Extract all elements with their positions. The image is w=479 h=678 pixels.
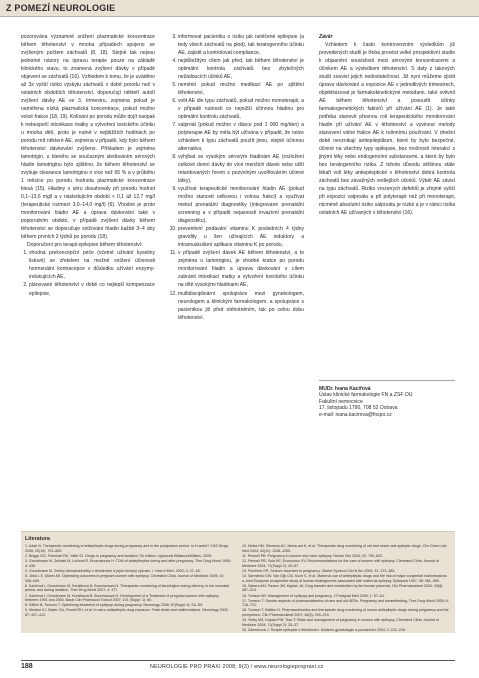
reference-item: 16. Tomson BV. Management of epilepsy and pregnancy. J Postgrad Med 2006; 1: 57–64.	[242, 593, 385, 598]
text-column-2	[170, 33, 304, 322]
footer-divider	[21, 660, 455, 661]
header-divider	[0, 16, 479, 17]
section-heading: Závěr	[319, 34, 333, 40]
list-item: 1. vhodná prekoncepční péče (včetně užívání kyseliny listové) se zřetelem na možné snížení účinnosti hormonální kontracepce v důsledku užívání enzymy-indukujících AE,	[29, 249, 155, 281]
list-item: 7. valproát (pokud možno v dávce pod 1 000 mg/den) a polyterapie AE by měla být užívána v případě, že nelze vzhledem k typu záchvatů použít jinou, stejně účinnou alternativu,	[178, 121, 304, 153]
reference-item: 18. Tomson T, Battino D. Pharmacokinetics and therapeutic drug monitoring of newer antiepileptic drugs during pregnancy and the puerperium. Clin Pharmacokinet 2007; 46(3): 209–219.	[242, 608, 449, 618]
author-affiliation: Ústav klinické farmakologie FN a ZSF OU	[319, 392, 413, 399]
author-address: 17. listopadu 1790, 708 52 Ostrava	[319, 405, 398, 412]
reference-item: 13. Pschirrer ER. Seizure disorders in pregnancy. Obstet Gynecol Clin N Am 2004; 31: 373–384.	[242, 568, 396, 573]
reference-item: 12. Pennell PB, Sole KE, Economou VV. Recommendations for the care of women with epilepsy. Cleveland Clinic Journal of Medicine 2004; 71(Suppl 2): 49–57.	[242, 558, 439, 568]
author-contact	[319, 386, 455, 418]
reference-item: 10. Nesla HM, Siemens AC, Nesla ard K, et al. Therapeutic drug monitoring of old and newer anti-epileptic drugs. Clin Chem Lab Med 2004; 42(11): 1228–1255.	[242, 544, 447, 553]
reference-item: 20. Zdeneková J. Terapie epilepsie v těhotenství. Moderní gynekologie a porodnictví 2004; 2: 222–228.	[242, 628, 406, 633]
list-item: 11. v případě zvýšení dávek AE během těhotenství, a to zejména u lamotriginu, je vhodné kratce po porodu monitorování hladin a úprava dávkování s cílem zabránit intoxikaci matky a vytvoření toxického účinku na dítě vysokými hladinami AE,	[178, 249, 304, 289]
references-column-right	[242, 544, 450, 633]
reference-item: 6. Kacířová I, Grundmann M, Koristková B, Brozmanova H. Therapeutic monitoring of lamotrigine during delivery, in the neonatal period, and during lactation. Ther Drug Monit 2007; 4: 477.	[25, 583, 230, 593]
reference-item: 14. Sarmiento DW, Van Dijk CM, Koch S, et al. Maternal use of antiepileptic drugs and the risk of major congenital malformations: a Joint European prospective study of human teratogenesis associated with maternal epilepsy. Epilepsia 1997; 38: 981–990.	[242, 573, 448, 583]
reference-item: 8. Källén B. Tomson T. Optimizing treatment of epilepsy during pregnancy. Neurology 2006; 67(Suppl 4): S4–S9.	[25, 603, 204, 608]
reference-item: 5. Jaha L E, Morris MI. Optimizing outcomes in pregnant women with epilepsy. Cleveland Clinic Journal of Medicine 2005; 10: 938–945.	[25, 573, 225, 583]
list-item: 4. nejdůležitým cílem jak před, tak během těhotenství je optimální kontrola záchvatů bez zbytečných nežádoucích účinků AE,	[178, 57, 304, 81]
author-divider	[319, 380, 455, 381]
reference-item: 19. Yerby MS, Kaplan PW, Tran T. Risks and management of pregnancy in women with epilepsy. Cleveland Clinic Journal of Medicine 2004; 71(Suppl 2): 25–37.	[242, 618, 439, 627]
references-title: Literatura	[25, 536, 50, 542]
list-item: 10. preventivní podávání vitaminu K posledních 4 týdny gravidity u žen užívajících AE induktory a intramuskulární aplikace vitaminu K po porodu,	[178, 225, 304, 249]
reference-item: 4. Grundmann M. Změny farmakokinetiky v těhotenství a jejich klinický význam. I. Interní Med. 2003; 3: 47–48.	[25, 568, 201, 573]
list-item: 12. multidisciplinární spolupráce mezi gynekologem, neurologem a klinickým farmakologem, a spolupráce s pacientkou již před otěhotněním, tak po celou dobu těhotenství.	[178, 290, 304, 322]
recommendation-list	[170, 33, 304, 322]
reference-item: 9. Meador KJ, Baker GA, Finnell RH, et al. In utero antiepileptic drug exposure. Fetal death and malformations. Neurology 2006; 67: 407–412.	[25, 608, 229, 618]
list-item: 3. informovat pacientku o riziku jak neléčené epilepsie (a tedy všech záchvatů na plod), tak teratogenního účinku AE, zajistit a kontrolovat compliance,	[178, 33, 304, 57]
references-box	[21, 531, 455, 633]
reference-item: 1. Adab N. Therapeutic monitoring of antiepileptic drugs during pregnancy and in the postpartum period. Is it useful? CNS Drugs 2006; 20(10): 791–800.	[25, 544, 229, 553]
section-title: Z POMEZÍ NEUROLOGIE	[6, 3, 116, 13]
reference-item: 7. Kacířová I, Grundmann M, Koristková B, Brozmanova H. Development of a Treatment of pregnant women with epilepsy between 1991 and 2006. Basic Clin Pharmacol Toxicol 2007; 101 (Suppl. 1): 60.	[25, 593, 219, 603]
author-name: MUDr. Ivana Kacířová	[319, 386, 371, 392]
text-column-3	[319, 33, 455, 217]
list-item: 9. využívat terapeutické monitorování hladin AE (pokud možno stanovit celkovou i volnou frakci) a využívat metod prenatální diagnostiky (integrované prenatální screening a v případě nejasností invazivní prenatální diagnostiku),	[178, 185, 304, 225]
author-email[interactable]: e-mail: ivana.kacirova@fnspo.cz	[319, 411, 392, 418]
recommendation-list	[21, 249, 155, 297]
reference-item: 15. Sabers AM, Paxton JW, Kaplan JA. Drug transfer and metabolism by the human placenta. Clin Pharmacokinet 2004; 43(8): 487–514.	[242, 583, 444, 593]
list-item: 8. vyhýbat se vysokým sérovým hladinám AE (rozložení celkové denní dávky do více menších dávek nebo užití retardovaných forem s pozvolným uvolňováním účinné látky),	[178, 153, 304, 185]
list-item: 5. neměnit pokud možno medikaci AE po zjištění těhotenství,	[178, 81, 304, 97]
author-institution: Fakultní nemocnice	[319, 398, 363, 405]
reference-item: 2. Briggs GG, Freeman RK, Yaffe SJ. Drugs in pregnancy and lactation 7th edition. Lippincott Williams&Wilkins, 2005.	[25, 553, 212, 558]
page-number: 188	[21, 663, 33, 670]
list-item: 2. plánované těhotenství v době co nejlepší kompenzace epilepsie,	[29, 281, 155, 297]
paragraph: Doporučení pro terapii epilepsie během těhotenství:	[27, 242, 143, 249]
reference-item: 17. Tomson T. Gender aspects of pharmacokinetics of new and old AEDs. Pregnancy and breastfeeding. Ther Drug Monit 2005; 6: 718–721.	[242, 598, 449, 608]
reference-item: 11. Pennell PB. Pregnancy in women who have epilepsy. Neurol Clin 2004; 22: 799–820.	[242, 553, 384, 558]
journal-footer: NEUROLOGIE PRO PRAXI 2008; 9(3) / www.neurologiepropraxi.cz	[150, 664, 324, 670]
paragraph: pozorována významně snížení plazmatické koncentrace během těhotenství v mnoha případech spojeno se zvýšeným počtem záchvatů (8, 18). Stejně tak nejsou jednotné názory na úpravu terapie pouze na základě klinického stavu, to znamená zvýšení dávky v případě objevení se záchvatů (16). Vzhledem k tomu, že je uváděno až 3x vyšší riziko výskytu záchvatů v době porodu než v ostatních obdobích těhotenství, doporučují někteří autoři zvýšení dávky AE ve 3. trimestru, zejména pokud je naměřena nízká plazmatická koncentrace, pokud možno volné frakce (18, 19). Kolísání po porodu může dojít naopak k nebezpečí intoxikace matky a vytvoření toxického účinku u mnoha dětí, proto je nutné v nejbližších hodinách po porodu mít některé AE, zejména v případě, kdy bylo během těhotenství dávkování zvýšeno. Příkladem je zejména lamotrigin, u kterého se současným sledováním sérových hladin lamotriginu bylo zjištěno, že během těhotenství se zvyšuje clearance lamotriginu o více než 65 % a v průběhu 1 měsíce po porodu hodnota plazmatické koncentrace klesá (15). Hladiny v séru dosahovaly při porodu hodnot 0,1–13,6 mg/l a v následujícím období < 0,1 až 12,7 mg/l (terapeutické rozmezí 3,0–14,0 mg/l) (6). Vhodné je proto monitorování hladin AE a úprava dávkování také v poporodním období, v případě zvýšení dávky během těhotenství se doporučuje snižování hladin každé 3–4 dny během prvních 2 týdnů po porodu (18).	[21, 34, 155, 241]
references-column-left	[25, 544, 233, 618]
paragraph: Vzhledem k často kontroverzním výsledkům již provedených studií je třeba provést velké prospektivní studie k objasnění souvislosti mezi sérovými koncentracemi a účinkem AE a výsledkem těhotenství. S daty z takových studií souvisí jejich nedostatečnost. Již nyní můžeme zjistit úpravu dávkování a expozice AE v jednotlivých trimestrech, objektivizovat je farmakokinetickými metodami, také ovlivnit AE během těhotenství a posoudit účinky farmakogenetických faktorů při užívání AE (1). Je také potřeba stanovit přesnou roli terapeutického monitorování hladin při užívání AE v těhotenství a vyvinout metody stanovení volné frakce AE k rutinnímu používání. V dnešní době nevznikají antiepileptikum, které by bylo bezpečné, účinné na všechny typy epilepsie, bez možností interakcí s jinými léky nebo endogenními substancemi, a které by bylo bez teratogenního rizika. Z tohoto důvodu většinou stále lékaři volí léky antiepileptické v těhotenství dobrá kontrola záchvatů bez závažných vedlejších účinků. Výběr AE závisí na typu záchvatů. Riziko vrozených defektů je zřejmě vyšší při expozici valproátu a při polyterapii než při monoterapii, nicméně absolutní riziko valproátu je nízké a je v rámci rizika ostatních AE užívaných v těhotenství (16).	[319, 42, 455, 217]
reference-item: 3. Grundmann M, Zelinski M, Ložiová R, Brozmanova H. TDM of antiepileptics during and after pregnancy. Ther Drug Monit 1995; 4: 435.	[25, 558, 231, 568]
list-item: 6. volit AE dle typu záchvatů, pokud možno monoterapii, a v případě nutnosti co nejnižší účinnou hladinu pro optimální kontrolu záchvatů,	[178, 97, 304, 121]
text-column-1	[21, 33, 155, 298]
